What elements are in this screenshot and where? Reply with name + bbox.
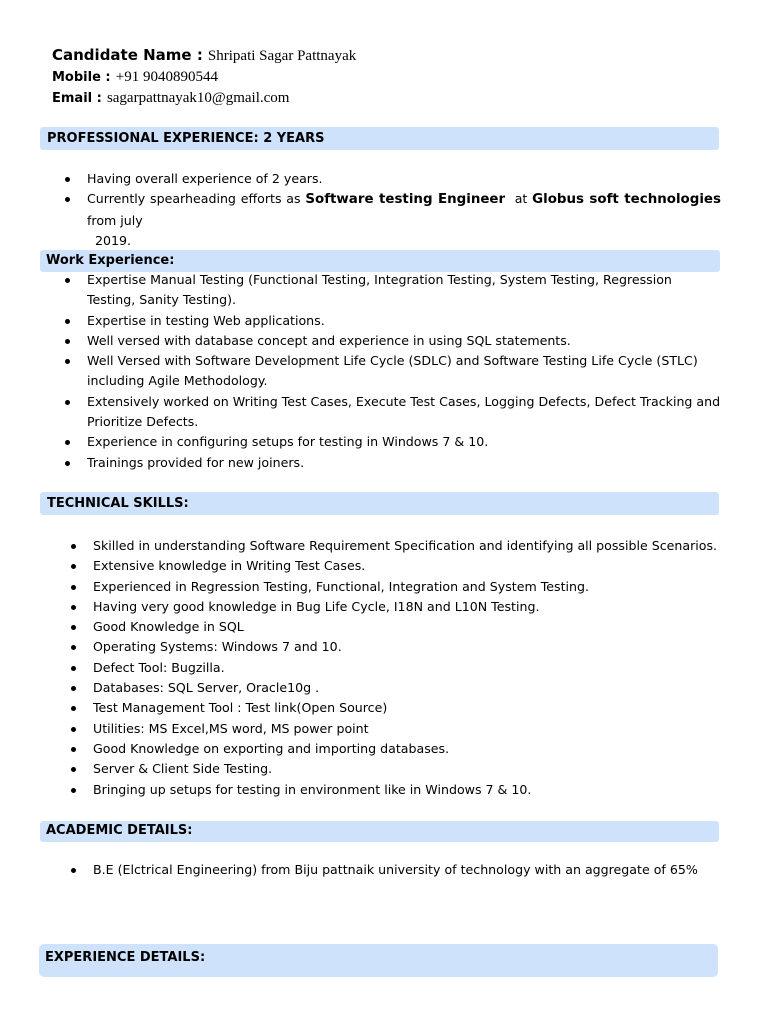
list-item	[87, 270, 727, 311]
bullet-icon	[65, 461, 70, 466]
mobile-line	[52, 65, 356, 86]
bullet-icon	[65, 278, 70, 283]
bullet-icon	[71, 788, 76, 793]
list-item	[93, 536, 733, 556]
email-line	[52, 86, 356, 107]
email-label: Email :	[52, 91, 102, 106]
list-item	[93, 577, 733, 597]
list-item-text: 2019.	[95, 232, 132, 248]
email-value: sagarpattnayak10@gmail.com	[106, 90, 290, 106]
list-item	[93, 556, 733, 576]
list-item	[93, 678, 733, 698]
bullet-icon	[71, 767, 76, 772]
academic-details-list	[93, 860, 733, 880]
mobile-value: +91 9040890544	[115, 69, 218, 85]
list-item	[93, 719, 733, 739]
list-item	[87, 169, 721, 189]
job-role: Software testing Engineer	[305, 192, 506, 208]
list-item	[93, 597, 733, 617]
list-item	[87, 432, 727, 452]
bullet-icon	[65, 339, 70, 344]
candidate-name-value: Shripati Sagar Pattnayak	[207, 48, 357, 64]
bullet-icon	[71, 686, 76, 691]
list-item-text: Experienced in Regression Testing, Functional, Integration and System Testing.	[93, 578, 590, 594]
bullet-icon	[71, 544, 76, 549]
list-item-text: Well Versed with Software Development Life Cycle (SDLC) and Software Testing Life Cycle (STLC)	[87, 353, 698, 369]
bullet-icon	[65, 400, 70, 405]
professional-experience-list	[87, 169, 721, 251]
list-item-text: Skilled in understanding Software Requirement Specification and identifying all possible Scenarios.	[93, 538, 718, 553]
bullet-icon	[71, 585, 76, 590]
list-item	[93, 698, 733, 718]
list-item	[87, 453, 727, 473]
bullet-icon	[65, 440, 70, 445]
bullet-icon	[71, 727, 76, 732]
work-experience-heading: Work Experience:	[40, 250, 720, 272]
experience-details-heading: EXPERIENCE DETAILS:	[39, 944, 718, 977]
list-item-text: Bringing up setups for testing in environment like in Windows 7 & 10.	[93, 781, 532, 797]
list-item-text: Good Knowledge on exporting and importing databases.	[93, 740, 450, 756]
list-item	[93, 637, 733, 657]
list-item	[93, 617, 733, 637]
bullet-icon	[71, 747, 76, 752]
list-item	[93, 860, 733, 880]
list-item-text: Having very good knowledge in Bug Life Cycle, I18N and L10N Testing.	[93, 598, 540, 614]
list-item-text: Expertise Manual Testing (Functional Testing, Integration Testing, System Testing, Regression	[87, 272, 672, 287]
technical-skills-list	[93, 536, 733, 800]
list-item-text: Currently spearheading efforts as	[87, 191, 306, 207]
list-item-text: Good Knowledge in SQL	[93, 619, 244, 635]
list-item	[87, 331, 727, 351]
bullet-icon	[65, 319, 70, 324]
list-item-text: from july	[87, 212, 143, 228]
list-item	[87, 311, 727, 331]
list-item-text: Prioritize Defects.	[87, 414, 199, 430]
bullet-icon	[71, 564, 76, 569]
list-item	[87, 392, 727, 433]
company-name: Globus soft technologies	[532, 192, 721, 208]
list-item-text: Extensively worked on Writing Test Cases, Execute Test Cases, Logging Defects, Defect Tracking and	[87, 393, 721, 409]
bullet-icon	[71, 605, 76, 610]
list-item	[93, 780, 733, 800]
list-item-text: Operating Systems: Windows 7 and 10.	[93, 639, 342, 655]
list-item	[87, 351, 727, 392]
work-experience-list	[87, 270, 727, 473]
list-item	[93, 739, 733, 759]
bullet-icon	[65, 177, 70, 182]
bullet-icon	[71, 645, 76, 650]
bullet-icon	[65, 359, 70, 364]
list-item	[87, 189, 721, 251]
list-item-text: including Agile Methodology.	[87, 373, 268, 389]
list-item-text: Well versed with database concept and experience in using SQL statements.	[87, 332, 571, 348]
bullet-icon	[71, 666, 76, 671]
list-item	[93, 759, 733, 779]
list-item-text: B.E (Elctrical Engineering) from Biju pattnaik university of technology with an aggregate of 65%	[93, 862, 698, 877]
candidate-name-label: Candidate Name :	[52, 46, 203, 64]
mobile-label: Mobile :	[52, 70, 111, 85]
list-item-text: Test Management Tool : Test link(Open Source)	[93, 700, 388, 716]
list-item-text: Databases: SQL Server, Oracle10g .	[93, 680, 320, 696]
list-item-text: Having overall experience of 2 years.	[87, 171, 323, 186]
list-item-text: Server & Client Side Testing.	[93, 761, 273, 777]
bullet-icon	[71, 868, 76, 873]
list-item-text: at	[505, 191, 533, 207]
professional-experience-heading: PROFESSIONAL EXPERIENCE: 2 YEARS	[40, 127, 719, 150]
bullet-icon	[71, 706, 76, 711]
list-item-text: Testing, Sanity Testing).	[87, 292, 237, 308]
list-item-text: Utilities: MS Excel,MS word, MS power point	[93, 720, 369, 736]
academic-details-heading: ACADEMIC DETAILS:	[40, 821, 719, 842]
list-item-text: Extensive knowledge in Writing Test Cases.	[93, 558, 366, 574]
list-item-text: Experience in configuring setups for testing in Windows 7 & 10.	[87, 434, 489, 450]
candidate-name-line	[52, 44, 356, 65]
list-item-text: Defect Tool: Bugzilla.	[93, 659, 225, 675]
contact-header	[52, 44, 356, 107]
list-item-text: Expertise in testing Web applications.	[87, 312, 325, 328]
technical-skills-heading: TECHNICAL SKILLS:	[40, 492, 719, 515]
list-item-text: Trainings provided for new joiners.	[87, 454, 305, 470]
bullet-icon	[65, 197, 70, 202]
bullet-icon	[71, 625, 76, 630]
list-item	[93, 658, 733, 678]
